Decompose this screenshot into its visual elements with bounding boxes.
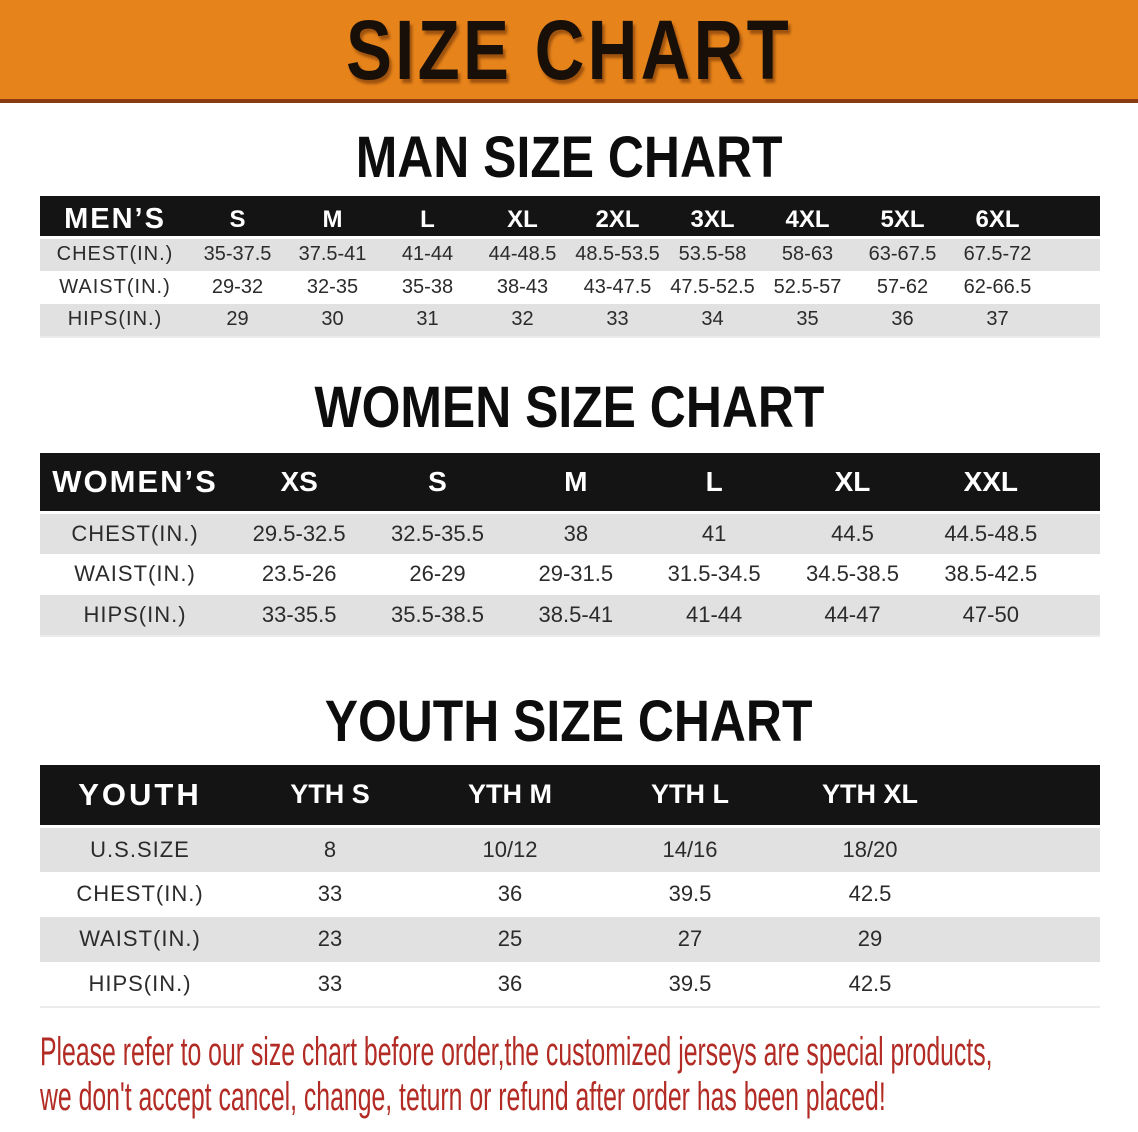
size-value-cell: 32-35 <box>285 271 380 304</box>
row-label: WAIST(IN.) <box>40 271 190 304</box>
youth-header-label: YOUTH <box>40 765 240 827</box>
man-section-title <box>0 125 1138 190</box>
size-value-cell: 41 <box>645 513 783 554</box>
women-size-table <box>40 453 1100 637</box>
spacer-cell <box>960 827 1100 872</box>
size-value-cell: 42.5 <box>780 962 960 1007</box>
youth-section-title-text: YOUTH SIZE CHART <box>325 688 813 754</box>
size-value-cell: 35.5-38.5 <box>368 595 506 636</box>
banner-title: SIZE CHART <box>345 2 793 97</box>
row-label: WAIST(IN.) <box>40 554 230 595</box>
size-value-cell: 38.5-42.5 <box>922 554 1060 595</box>
size-value-cell: 18/20 <box>780 827 960 872</box>
spacer-cell <box>1045 238 1100 271</box>
size-value-cell: 25 <box>420 917 600 962</box>
disclaimer-text <box>40 1030 1138 1120</box>
size-column-header: 6XL <box>950 200 1045 238</box>
size-value-cell: 41-44 <box>645 595 783 636</box>
youth-section-title <box>0 688 1138 754</box>
size-column-header: XXL <box>922 453 1060 513</box>
table-row <box>40 513 1100 554</box>
size-column-header: XL <box>783 453 921 513</box>
youth-header-row <box>40 765 1100 827</box>
size-value-cell: 29 <box>190 304 285 337</box>
men-size-table <box>40 196 1100 338</box>
size-value-cell: 14/16 <box>600 827 780 872</box>
size-value-cell: 44-48.5 <box>475 238 570 271</box>
row-label: CHEST(IN.) <box>40 513 230 554</box>
table-row <box>40 595 1100 636</box>
spacer-cell <box>1060 453 1100 513</box>
size-column-header: XL <box>475 200 570 238</box>
size-value-cell: 8 <box>240 827 420 872</box>
spacer-cell <box>1060 554 1100 595</box>
size-value-cell: 35 <box>760 304 855 337</box>
size-value-cell: 39.5 <box>600 962 780 1007</box>
size-value-cell: 33 <box>240 872 420 917</box>
size-value-cell: 33-35.5 <box>230 595 368 636</box>
table-row <box>40 827 1100 872</box>
spacer-cell <box>960 962 1100 1007</box>
women-header-label: WOMEN’S <box>40 453 230 513</box>
row-label: CHEST(IN.) <box>40 872 240 917</box>
disclaimer-line-1: Please refer to our size chart before order,the customized jerseys are special products, <box>40 1029 993 1074</box>
row-label: U.S.SIZE <box>40 827 240 872</box>
size-column-header: YTH XL <box>780 765 960 827</box>
size-value-cell: 23.5-26 <box>230 554 368 595</box>
size-column-header: YTH M <box>420 765 600 827</box>
size-column-header: 4XL <box>760 200 855 238</box>
size-value-cell: 48.5-53.5 <box>570 238 665 271</box>
size-value-cell: 36 <box>855 304 950 337</box>
size-value-cell: 29 <box>780 917 960 962</box>
table-row <box>40 271 1100 304</box>
size-value-cell: 67.5-72 <box>950 238 1045 271</box>
size-column-header: M <box>507 453 645 513</box>
women-section-title-text: WOMEN SIZE CHART <box>314 374 824 440</box>
size-value-cell: 52.5-57 <box>760 271 855 304</box>
women-header-row <box>40 453 1100 513</box>
size-column-header: S <box>190 200 285 238</box>
size-value-cell: 34.5-38.5 <box>783 554 921 595</box>
size-column-header: 3XL <box>665 200 760 238</box>
table-row <box>40 962 1100 1007</box>
size-value-cell: 58-63 <box>760 238 855 271</box>
row-label: HIPS(IN.) <box>40 962 240 1007</box>
size-value-cell: 44.5-48.5 <box>922 513 1060 554</box>
size-value-cell: 36 <box>420 962 600 1007</box>
spacer-cell <box>1045 304 1100 337</box>
size-value-cell: 38-43 <box>475 271 570 304</box>
size-column-header: 2XL <box>570 200 665 238</box>
size-column-header: S <box>368 453 506 513</box>
size-value-cell: 41-44 <box>380 238 475 271</box>
size-value-cell: 63-67.5 <box>855 238 950 271</box>
row-label: HIPS(IN.) <box>40 304 190 337</box>
size-value-cell: 10/12 <box>420 827 600 872</box>
size-value-cell: 27 <box>600 917 780 962</box>
size-value-cell: 34 <box>665 304 760 337</box>
size-value-cell: 29-32 <box>190 271 285 304</box>
size-value-cell: 31 <box>380 304 475 337</box>
size-value-cell: 39.5 <box>600 872 780 917</box>
spacer-cell <box>1060 513 1100 554</box>
size-value-cell: 29.5-32.5 <box>230 513 368 554</box>
spacer-cell <box>960 917 1100 962</box>
size-value-cell: 23 <box>240 917 420 962</box>
size-column-header: L <box>380 200 475 238</box>
spacer-cell <box>1045 271 1100 304</box>
size-value-cell: 44-47 <box>783 595 921 636</box>
youth-size-table <box>40 765 1100 1008</box>
size-value-cell: 37 <box>950 304 1045 337</box>
table-row <box>40 238 1100 271</box>
size-value-cell: 33 <box>570 304 665 337</box>
size-value-cell: 44.5 <box>783 513 921 554</box>
size-value-cell: 38.5-41 <box>507 595 645 636</box>
size-value-cell: 33 <box>240 962 420 1007</box>
men-header-label: MEN’S <box>40 200 190 238</box>
size-value-cell: 53.5-58 <box>665 238 760 271</box>
man-section-title-text: MAN SIZE CHART <box>355 125 783 190</box>
women-section-title <box>0 374 1138 440</box>
table-row <box>40 304 1100 337</box>
spacer-cell <box>960 872 1100 917</box>
size-column-header: M <box>285 200 380 238</box>
size-value-cell: 32.5-35.5 <box>368 513 506 554</box>
spacer-cell <box>1060 595 1100 636</box>
spacer-cell <box>960 765 1100 827</box>
row-label: HIPS(IN.) <box>40 595 230 636</box>
table-row <box>40 917 1100 962</box>
size-value-cell: 26-29 <box>368 554 506 595</box>
spacer-cell <box>1045 200 1100 238</box>
size-value-cell: 47.5-52.5 <box>665 271 760 304</box>
table-row <box>40 554 1100 595</box>
row-label: CHEST(IN.) <box>40 238 190 271</box>
size-value-cell: 32 <box>475 304 570 337</box>
table-row <box>40 872 1100 917</box>
size-column-header: L <box>645 453 783 513</box>
size-value-cell: 57-62 <box>855 271 950 304</box>
size-value-cell: 36 <box>420 872 600 917</box>
size-column-header: YTH S <box>240 765 420 827</box>
size-value-cell: 31.5-34.5 <box>645 554 783 595</box>
row-label: WAIST(IN.) <box>40 917 240 962</box>
size-value-cell: 42.5 <box>780 872 960 917</box>
size-value-cell: 37.5-41 <box>285 238 380 271</box>
men-header-row <box>40 200 1100 238</box>
size-value-cell: 47-50 <box>922 595 1060 636</box>
size-value-cell: 29-31.5 <box>507 554 645 595</box>
size-column-header: XS <box>230 453 368 513</box>
size-column-header: YTH L <box>600 765 780 827</box>
size-column-header: 5XL <box>855 200 950 238</box>
size-value-cell: 38 <box>507 513 645 554</box>
size-value-cell: 30 <box>285 304 380 337</box>
size-value-cell: 35-37.5 <box>190 238 285 271</box>
size-value-cell: 62-66.5 <box>950 271 1045 304</box>
size-value-cell: 35-38 <box>380 271 475 304</box>
size-value-cell: 43-47.5 <box>570 271 665 304</box>
size-chart-banner <box>0 0 1138 103</box>
disclaimer-line-2: we don't accept cancel, change, teturn or refund after order has been placed! <box>40 1074 886 1119</box>
